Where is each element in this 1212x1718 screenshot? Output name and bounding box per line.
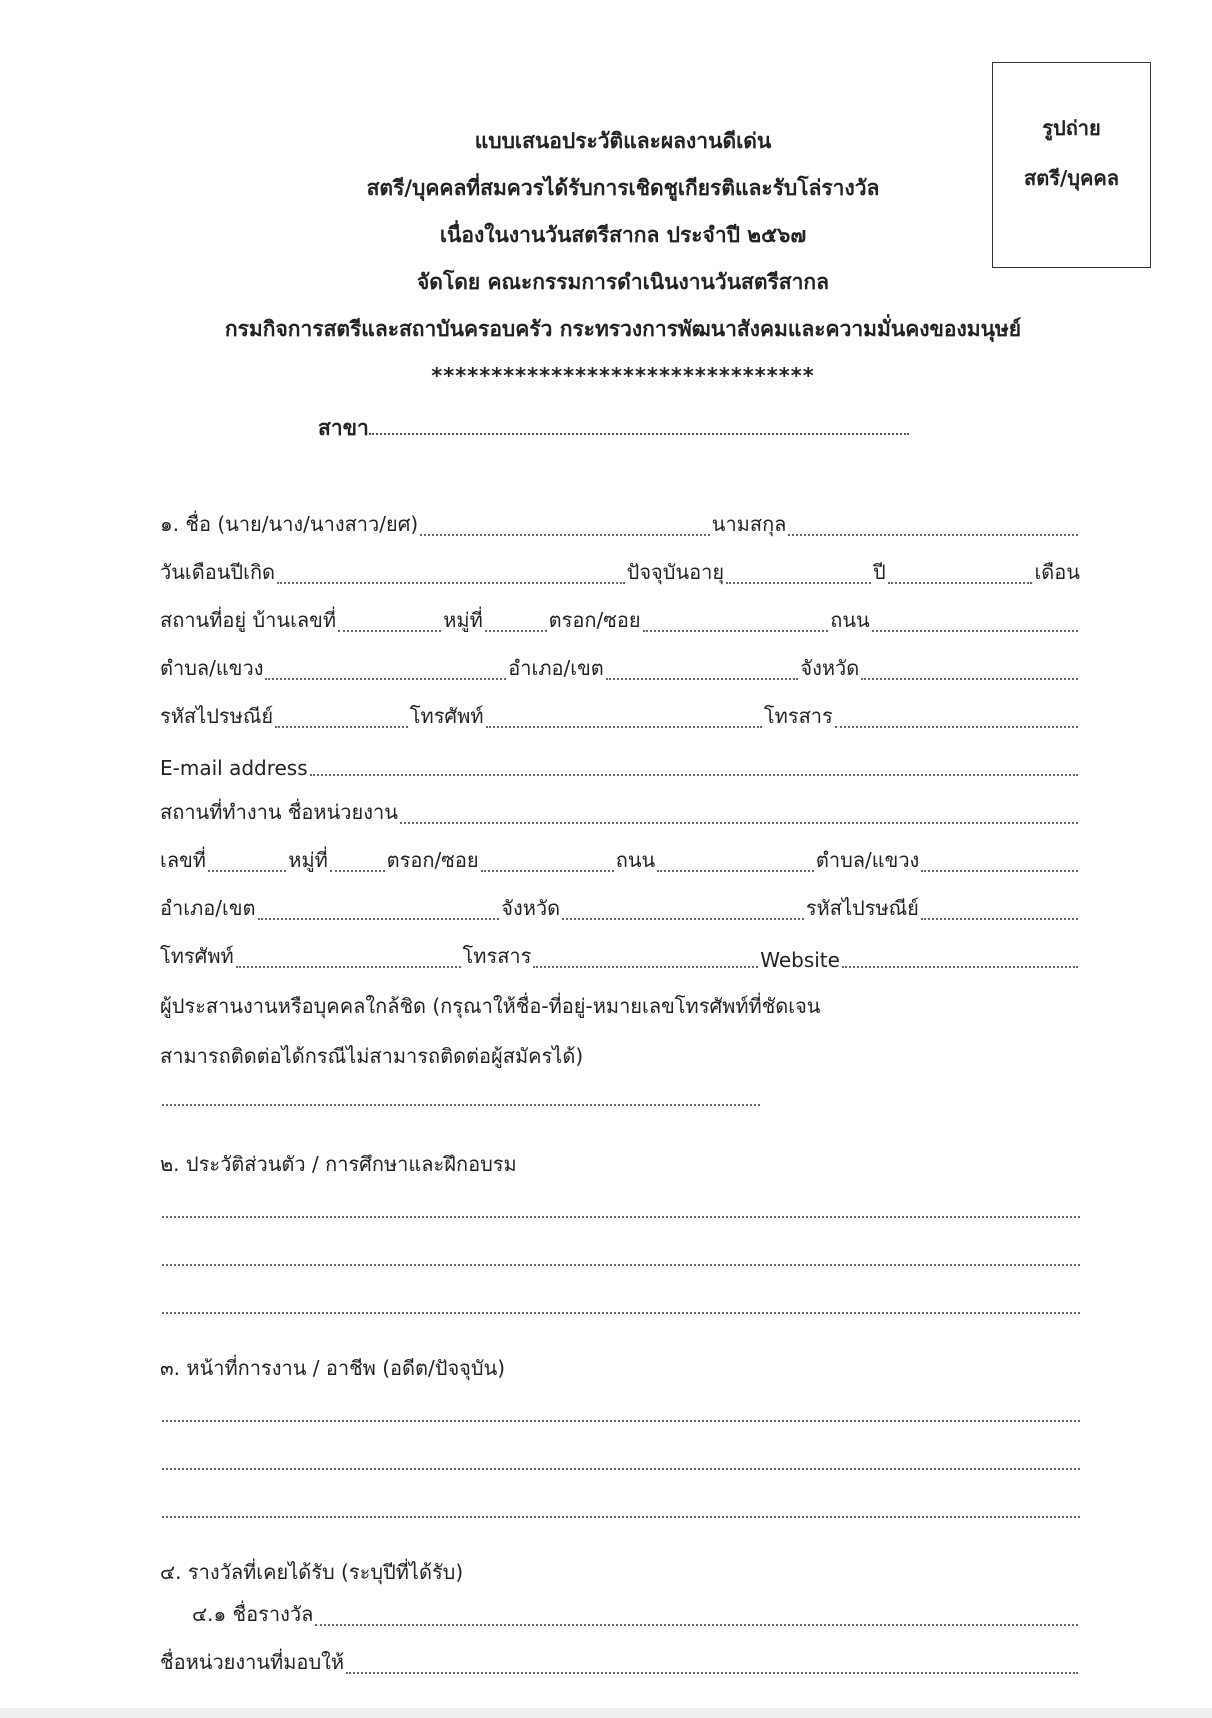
award-name-row — [192, 1596, 1080, 1632]
work-website-fill[interactable] — [842, 966, 1078, 968]
district-row — [160, 650, 1080, 686]
coordinator-text-2: สามารถติดต่อได้กรณีไม่สามารถติดต่อผู้สมัครได้) — [160, 1044, 584, 1068]
address-no-label: สถานที่อยู่ บ้านเลขที่ — [160, 608, 337, 632]
header-event: เนื่องในงานวันสตรีสากล ประจำปี ๒๕๖๗ — [439, 223, 807, 247]
work-website-label: Website — [760, 948, 840, 972]
province-fill[interactable] — [861, 678, 1078, 680]
age-year-fill[interactable] — [726, 582, 871, 584]
work-contact-row — [160, 938, 1080, 974]
work-amphoe-label: อำเภอ/เขต — [160, 896, 256, 920]
moo-fill[interactable] — [485, 630, 547, 632]
workplace-fill[interactable] — [400, 822, 1078, 824]
postcode-fill[interactable] — [275, 726, 408, 728]
birthdate-fill[interactable] — [277, 582, 625, 584]
amphoe-fill[interactable] — [606, 678, 799, 680]
work-soi-fill[interactable] — [481, 870, 614, 872]
surname-label: นามสกุล — [711, 512, 787, 536]
work-phone-label: โทรศัพท์ — [160, 944, 234, 968]
header-subtitle: สตรี/บุคคลที่สมควรได้รับการเชิดชูเกียรติและรับโล่รางวัล — [366, 176, 880, 200]
workplace-label: สถานที่ทำงาน ชื่อหน่วยงาน — [160, 800, 398, 824]
photo-box-line1: รูปถ่าย — [1042, 116, 1101, 140]
address-row — [160, 602, 1080, 638]
photo-box-line2: สตรี/บุคคล — [1024, 166, 1119, 190]
award-giver-row — [160, 1644, 1080, 1680]
section2-title: ๒. ประวัติส่วนตัว / การศึกษาและฝึกอบรม — [160, 1152, 517, 1176]
work-road-label: ถนน — [615, 848, 656, 872]
year-label: ปี — [872, 560, 886, 584]
email-fill[interactable] — [310, 774, 1078, 776]
award-giver-label: ชื่อหน่วยงานที่มอบให้ — [160, 1650, 345, 1674]
form-header — [0, 118, 1212, 400]
work-no-label: เลขที่ — [160, 848, 206, 872]
fax-fill[interactable] — [835, 726, 1078, 728]
coordinator-text-1: ผู้ประสานงานหรือบุคคลใกล้ชิด (กรุณาให้ชื่อ-ที่อยู่-หมายเลขโทรศัพท์ที่ชัดเจน — [160, 994, 821, 1018]
name-label: ๑. ชื่อ (นาย/นาง/นางสาว/ยศ) — [160, 512, 419, 536]
work-postcode-fill[interactable] — [921, 918, 1078, 920]
section3-title: ๓. หน้าที่การงาน / อาชีพ (อดีต/ปัจจุบัน) — [160, 1356, 506, 1380]
province-label: จังหวัด — [800, 656, 860, 680]
name-row — [160, 506, 1080, 542]
work-province-label: จังหวัด — [501, 896, 561, 920]
section2-line-3[interactable] — [162, 1312, 1080, 1314]
phone-label: โทรศัพท์ — [409, 704, 484, 728]
work-address-row — [160, 842, 1080, 878]
section2-line-2[interactable] — [162, 1264, 1080, 1266]
section3-line-3[interactable] — [162, 1516, 1080, 1518]
phone-fill[interactable] — [486, 726, 762, 728]
work-moo-label: หมู่ที่ — [288, 848, 328, 872]
name-fill[interactable] — [420, 534, 710, 536]
tambon-fill[interactable] — [265, 678, 506, 680]
email-label: E-mail address — [160, 756, 308, 780]
section3-line-1[interactable] — [162, 1420, 1080, 1422]
section3-line-2[interactable] — [162, 1468, 1080, 1470]
postcode-label: รหัสไปรษณีย์ — [160, 704, 274, 728]
tambon-label: ตำบล/แขวง — [160, 656, 264, 680]
branch-fill[interactable] — [369, 417, 909, 435]
award-name-label: ๔.๑ ชื่อรางวัล — [192, 1602, 314, 1626]
work-moo-fill[interactable] — [330, 870, 385, 872]
age-label: ปัจจุบันอายุ — [626, 560, 725, 584]
contact-row — [160, 698, 1080, 734]
fax-label: โทรสาร — [763, 704, 833, 728]
soi-fill[interactable] — [643, 630, 829, 632]
surname-fill[interactable] — [788, 534, 1078, 536]
age-month-fill[interactable] — [888, 582, 1033, 584]
branch-label: สาขา — [318, 416, 369, 440]
work-road-fill[interactable] — [657, 870, 814, 872]
coordinator-fill[interactable] — [162, 1104, 760, 1106]
moo-label: หมู่ที่ — [443, 608, 483, 632]
work-tambon-fill[interactable] — [921, 870, 1078, 872]
branch-field[interactable] — [318, 412, 909, 445]
work-province-fill[interactable] — [562, 918, 804, 920]
header-department: กรมกิจการสตรีและสถาบันครอบครัว กระทรวงการพัฒนาสังคมและความมั่นคงของมนุษย์ — [224, 317, 1022, 341]
award-giver-fill[interactable] — [346, 1672, 1078, 1674]
work-district-row — [160, 890, 1080, 926]
header-stars: ******************************** — [431, 364, 815, 388]
work-soi-label: ตรอก/ซอย — [386, 848, 479, 872]
work-phone-fill[interactable] — [236, 966, 461, 968]
road-label: ถนน — [830, 608, 870, 632]
work-fax-label: โทรสาร — [462, 944, 532, 968]
road-fill[interactable] — [872, 630, 1078, 632]
workplace-row — [160, 794, 1080, 830]
birth-row — [160, 554, 1080, 590]
header-title: แบบเสนอประวัติและผลงานดีเด่น — [474, 129, 772, 153]
address-no-fill[interactable] — [338, 630, 441, 632]
month-label: เดือน — [1034, 560, 1080, 584]
work-tambon-label: ตำบล/แขวง — [815, 848, 920, 872]
birthdate-label: วันเดือนปีเกิด — [160, 560, 276, 584]
section2-line-1[interactable] — [162, 1216, 1080, 1218]
work-amphoe-fill[interactable] — [258, 918, 500, 920]
work-postcode-label: รหัสไปรษณีย์ — [805, 896, 919, 920]
work-no-fill[interactable] — [208, 870, 286, 872]
soi-label: ตรอก/ซอย — [548, 608, 641, 632]
email-row — [160, 746, 1080, 782]
header-organizer: จัดโดย คณะกรรมการดำเนินงานวันสตรีสากล — [417, 270, 829, 294]
section4-title: ๔. รางวัลที่เคยได้รับ (ระบุปีที่ได้รับ) — [160, 1560, 464, 1584]
amphoe-label: อำเภอ/เขต — [508, 656, 604, 680]
work-fax-fill[interactable] — [533, 966, 758, 968]
award-name-fill[interactable] — [315, 1624, 1078, 1626]
